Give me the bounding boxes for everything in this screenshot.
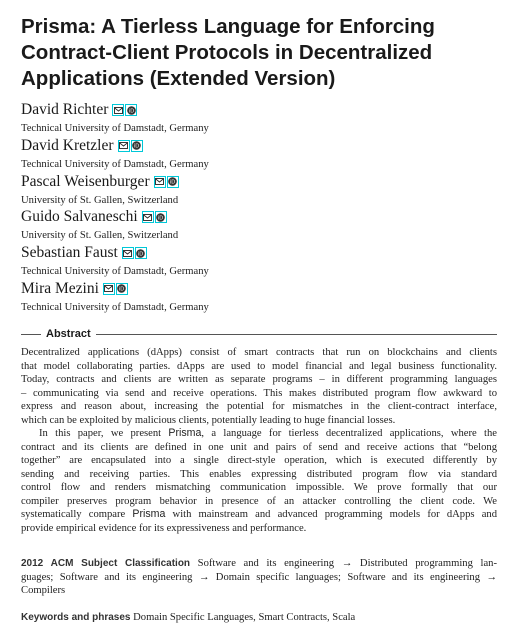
author-affiliation: Technical University of Damstadt, Germany xyxy=(21,123,209,134)
text-line: compiler preserves program behavior in presence of an attacker controlling the client code. We xyxy=(21,495,497,507)
author-block xyxy=(21,244,511,280)
author-links xyxy=(103,283,129,295)
author-affiliation: Technical University of Damstadt, Germany xyxy=(21,301,209,313)
svg-text:iD: iD xyxy=(119,286,125,293)
text-fragment: systematically compare xyxy=(21,509,133,520)
text-line xyxy=(21,427,497,441)
author-list xyxy=(21,101,511,316)
abstract-paragraph-2 xyxy=(21,427,497,535)
author-name-row xyxy=(21,101,511,119)
author-affiliation: Technical University of Damstadt, Germany xyxy=(21,266,209,278)
text-fragment: In this paper, we present xyxy=(39,428,169,439)
orcid-icon[interactable] xyxy=(167,176,179,188)
author-block xyxy=(21,173,511,209)
text-line: express and reason about, increasing the potential for mismatches in the client-contract interface, xyxy=(21,401,497,412)
email-icon[interactable] xyxy=(154,176,166,188)
author-name: David Richter xyxy=(21,101,109,118)
orcid-icon[interactable] xyxy=(116,283,128,295)
svg-text:iD: iD xyxy=(133,143,140,150)
text-line: guages; Software and its engineering → Domain specific languages; Software and its engineering → xyxy=(21,571,497,583)
orcid-icon[interactable] xyxy=(125,104,137,116)
author-name-row xyxy=(21,137,511,155)
email-icon[interactable] xyxy=(112,104,124,116)
prisma-term: Prisma xyxy=(168,427,202,439)
orcid-icon[interactable] xyxy=(155,211,167,223)
author-name-row xyxy=(21,244,511,262)
author-name: Guido Salvaneschi xyxy=(21,208,138,226)
heading-rule xyxy=(96,334,497,335)
author-name: Sebastian Faust xyxy=(21,244,118,262)
author-affiliation: University of St. Gallen, Switzerland xyxy=(21,194,179,206)
author-block xyxy=(21,208,511,244)
text-line: control flow and renders mismatching communication impossible. We prove formally that our xyxy=(21,482,497,493)
email-icon[interactable] xyxy=(122,247,134,259)
author-name: Pascal Weisenburger xyxy=(21,172,150,190)
keywords-text: Domain Specific Languages, Smart Contracts, Scala xyxy=(133,612,356,623)
prisma-term: Prisma xyxy=(132,508,166,520)
keywords-label: Keywords and phrases xyxy=(21,612,131,623)
text-line: provide empirical evidence for its expressiveness and performance. xyxy=(21,522,307,534)
author-name: Mira Mezini xyxy=(21,279,99,297)
text-line: sending and receiving parties. This enables expressing distributed program flow via standard xyxy=(21,468,497,480)
author-name-row xyxy=(21,280,511,298)
text-fragment: Software and its engineering → Distributed programming lan- xyxy=(197,558,497,569)
text-line: contract and its clients are defined in one unit and pairs of send and receive actions that “belong xyxy=(21,441,497,453)
email-icon[interactable] xyxy=(103,283,115,295)
text-fragment: with mainstream and advanced programming models for dApps and xyxy=(165,509,497,520)
text-line xyxy=(21,557,497,571)
author-links xyxy=(154,176,180,188)
author-links xyxy=(118,140,144,152)
abstract-label: Abstract xyxy=(46,328,91,340)
text-line: together” are encapsulated into a single direct-style operation, which is executed differently by xyxy=(21,455,497,466)
heading-rule xyxy=(21,334,41,335)
author-block xyxy=(21,101,511,137)
abstract-heading xyxy=(21,326,497,342)
keywords xyxy=(21,611,497,625)
author-affiliation: Technical University of Damstadt, Germany xyxy=(21,158,209,170)
text-line: which can be exploited by malicious clients, potentially leading to huge financial losses. xyxy=(21,414,396,426)
svg-text:iD: iD xyxy=(128,107,135,114)
title-line: Applications (Extended Version) xyxy=(21,67,336,90)
text-line: Decentralized applications (dApps) consist of smart contracts that run on blockchains and clients xyxy=(21,347,497,358)
acm-classification xyxy=(21,557,497,598)
svg-text:iD: iD xyxy=(138,250,144,257)
text-line: Today, contracts and clients are written as separate programs – in different programming languages xyxy=(21,374,497,385)
ccs-label: 2012 ACM Subject Classification xyxy=(21,558,191,569)
author-links xyxy=(122,247,148,259)
author-name-row xyxy=(21,208,511,226)
title-line: Contract-Client Protocols in Decentralized xyxy=(21,41,433,64)
author-block xyxy=(21,137,511,173)
author-name: David Kretzler xyxy=(21,136,114,154)
svg-text:iD: iD xyxy=(169,179,176,186)
text-line: – communicating via send and receive operations. This makes distributed program flow awkward to xyxy=(21,387,497,399)
text-fragment: , a language for tierless decentralized applications, where the xyxy=(201,428,497,439)
orcid-icon[interactable] xyxy=(131,140,143,152)
author-links xyxy=(142,211,168,223)
svg-text:iD: iD xyxy=(158,215,164,222)
email-icon[interactable] xyxy=(142,211,154,223)
text-line: that model collaborating parties. dApps are used to model financial and legal business functionality. xyxy=(21,360,497,372)
author-affiliation: University of St. Gallen, Switzerland xyxy=(21,230,179,242)
orcid-icon[interactable] xyxy=(135,247,147,259)
text-line xyxy=(21,508,497,522)
email-icon[interactable] xyxy=(118,140,130,152)
paper-title xyxy=(21,14,511,92)
title-line: Prisma: A Tierless Language for Enforcing xyxy=(21,15,435,38)
abstract-paragraph-1 xyxy=(21,346,497,427)
text-line: Compilers xyxy=(21,585,66,596)
author-links xyxy=(112,104,138,116)
author-name-row xyxy=(21,173,511,191)
author-block xyxy=(21,280,511,316)
